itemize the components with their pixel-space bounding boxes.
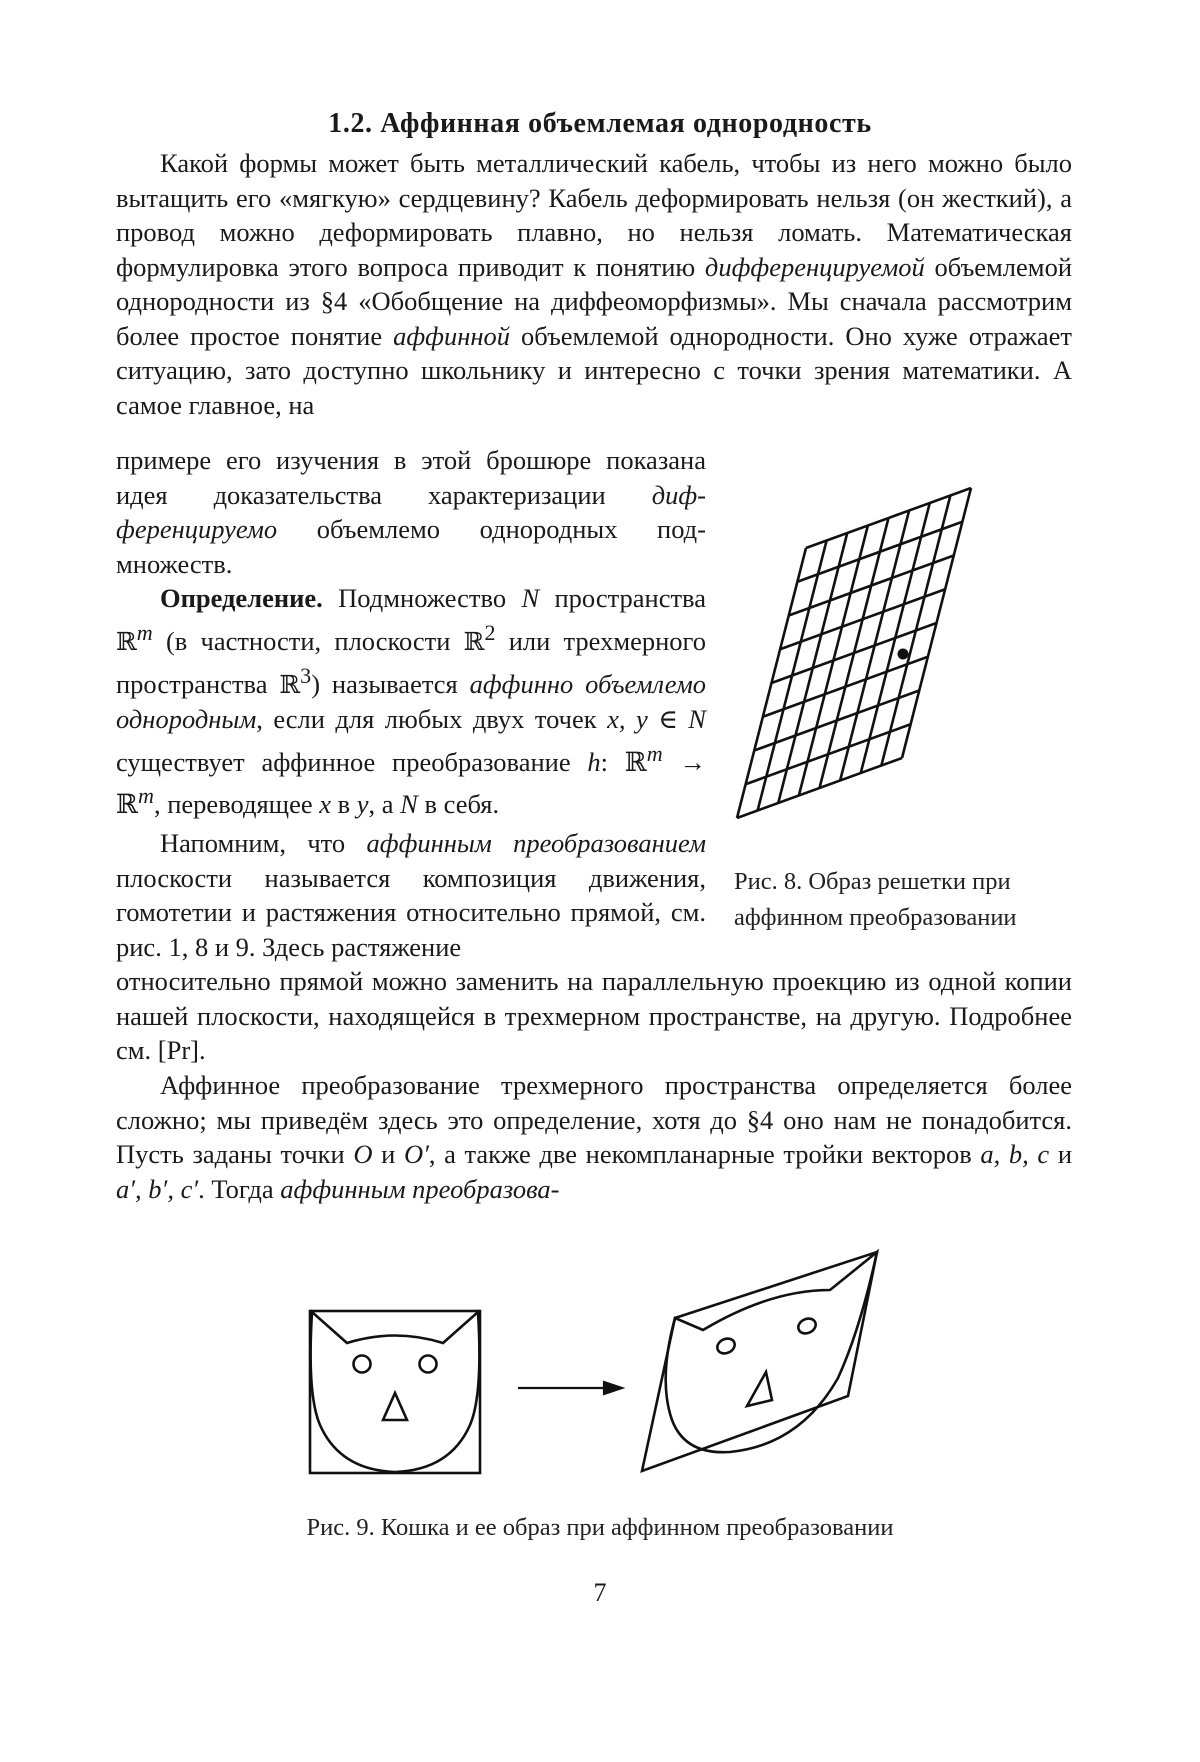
text-run: и <box>372 1139 404 1169</box>
cat-nose <box>383 1393 407 1420</box>
text-run: Аффинное преобразование трехмерного пространства определяется более сложно; мы приведём здесь это определение, хотя до §4 оно нам не понадобится. Пусть заданы точки <box>116 1070 1072 1169</box>
grid-line-horizontal <box>746 724 911 784</box>
text-run: , переводящее <box>153 788 320 819</box>
grid-line-horizontal <box>737 758 902 818</box>
page-number: 7 <box>593 1578 607 1607</box>
math-expression: a′, b′, c′ <box>116 1173 199 1204</box>
transform-arrow-head <box>604 1382 622 1394</box>
grid-line-horizontal <box>754 691 919 751</box>
paragraph-3d-affine <box>116 1068 1072 1206</box>
definition-paragraph <box>116 581 706 821</box>
transformed-cat-left-eye <box>715 1336 737 1356</box>
grid-line-vertical <box>737 548 806 818</box>
text-run: объемлемой однородности из §4 «Обобщение на диффеоморфизмы». Мы сначала рассмотрим более простое понятие <box>116 251 1072 351</box>
math-sup: m <box>136 619 153 645</box>
grid-lines <box>737 488 971 818</box>
emphasis: аффинной <box>393 320 511 351</box>
text-run: существует аффинное преобразование <box>116 746 588 777</box>
grid-line-vertical <box>840 511 909 781</box>
grid-line-vertical <box>881 496 950 766</box>
emphasis: дифференцируемой <box>704 251 925 282</box>
text-run: в себя. <box>417 788 500 819</box>
figure-8-caption: Рис. 8. Образ решетки при аффинном преобразовании <box>734 868 1017 931</box>
text-run: Какой формы может быть металлический кабель, чтобы из него можно было вытащить его «мягкую» сердцевину? Кабель деформировать нельзя (он жесткий), а провод можно деформировать плавно, но нельзя ломать. Математическая формулировка этого вопроса приводит к понятию <box>116 148 1072 282</box>
math-var: x <box>319 788 331 819</box>
text-run: , а <box>368 788 401 819</box>
math-var: O′ <box>403 1139 429 1169</box>
transformed-cat-right-eye <box>796 1316 818 1336</box>
math-sup: m <box>138 782 154 808</box>
emphasis: аффинно объемлемо однородным <box>116 668 706 735</box>
grid-line-vertical <box>799 526 868 796</box>
emphasis: аффинным преобразованием <box>366 828 706 858</box>
grid-line-vertical <box>820 518 889 788</box>
grid-line-vertical <box>758 541 827 811</box>
reminder-paragraph-continued <box>116 964 1072 1068</box>
grid-line-vertical <box>861 503 930 773</box>
math-expression: x, y ∈ N <box>607 704 706 735</box>
text-run: относительно прямой можно заменить на параллельную проекцию из одной копии нашей плоскости, находящейся в трехмерном пространстве, на другую. Подробнее см. [Pr]. <box>116 966 1072 1065</box>
text-run: или трехмерного пространства <box>116 625 706 699</box>
math-expression: : ℝ <box>600 746 647 777</box>
grid-line-horizontal <box>806 488 971 548</box>
cat-head-outline <box>311 1312 480 1472</box>
math-var: N <box>400 788 418 819</box>
math-var: O <box>353 1139 373 1169</box>
text-run: ) называется <box>311 668 470 699</box>
text-run: (в частности, плоскости <box>152 625 464 656</box>
grid-center-point <box>898 649 909 660</box>
text-run: , если для любых двух точек <box>256 704 608 735</box>
text-run: пространства <box>539 583 706 613</box>
math-var: N <box>521 583 540 613</box>
math-sup: 2 <box>484 619 496 645</box>
grid-line-horizontal <box>780 589 945 649</box>
grid-line-vertical <box>778 533 847 803</box>
cat-right-eye <box>420 1356 437 1373</box>
text-run: объемлемой однородности. Оно хуже отражает ситуацию, зато доступно школьнику и интересно с точки зрения математики. А самое главное, на <box>116 320 1072 420</box>
text-run: и <box>1049 1139 1072 1169</box>
transformed-cat-head-outline <box>666 1252 877 1452</box>
math-var: h <box>587 746 601 777</box>
text-run: плоскости называется композиция движения, гомотетии и растяжения относительно прямой, см. рис. 1, 8 и 9. Здесь растяжение <box>116 862 706 962</box>
text-run: в <box>331 788 357 819</box>
grid-line-horizontal <box>772 623 937 683</box>
text-run: . Тогда <box>198 1173 281 1204</box>
transformed-cat-nose <box>747 1372 772 1406</box>
text-run: Подмножество <box>322 583 522 613</box>
cat-left-eye <box>354 1356 371 1373</box>
paragraph-intro-continued <box>116 443 706 581</box>
grid-line-horizontal <box>789 556 954 616</box>
text-run: , а также две некомпланарные тройки векторов <box>428 1139 981 1169</box>
math-symbol: ℝ <box>463 626 485 656</box>
figure-9-caption: Рис. 9. Кошка и ее образ при аффинном преобразовании <box>306 1514 894 1541</box>
grid-line-horizontal <box>797 522 962 582</box>
math-expression: a, b, c <box>980 1139 1050 1169</box>
text-run: объемлемо однородных подмножеств. <box>116 514 706 579</box>
math-expression: → ℝ <box>116 746 706 819</box>
definition-label: Определение. <box>160 583 323 613</box>
math-symbol: ℝ <box>116 626 137 656</box>
reminder-paragraph <box>116 826 706 964</box>
grid-line-horizontal <box>763 657 928 717</box>
math-sup: m <box>646 740 663 766</box>
section-title: 1.2. Аффинная объемлемая однородность <box>328 108 872 139</box>
text-run: примере его изучения в этой брошюре показана идея доказательства характеризации <box>116 445 706 510</box>
text-run: Напомним, что <box>160 828 367 858</box>
emphasis: дифференцируемо <box>116 479 706 544</box>
transformed-parallelogram <box>642 1252 877 1471</box>
grid-line-vertical <box>902 488 971 758</box>
math-symbol: ℝ <box>279 669 301 699</box>
math-sup: 3 <box>300 662 312 688</box>
emphasis: аффинным преобразова- <box>280 1173 560 1204</box>
cat-bounding-square <box>310 1311 480 1473</box>
math-var: y <box>356 788 369 819</box>
paragraph-intro <box>116 146 1072 422</box>
